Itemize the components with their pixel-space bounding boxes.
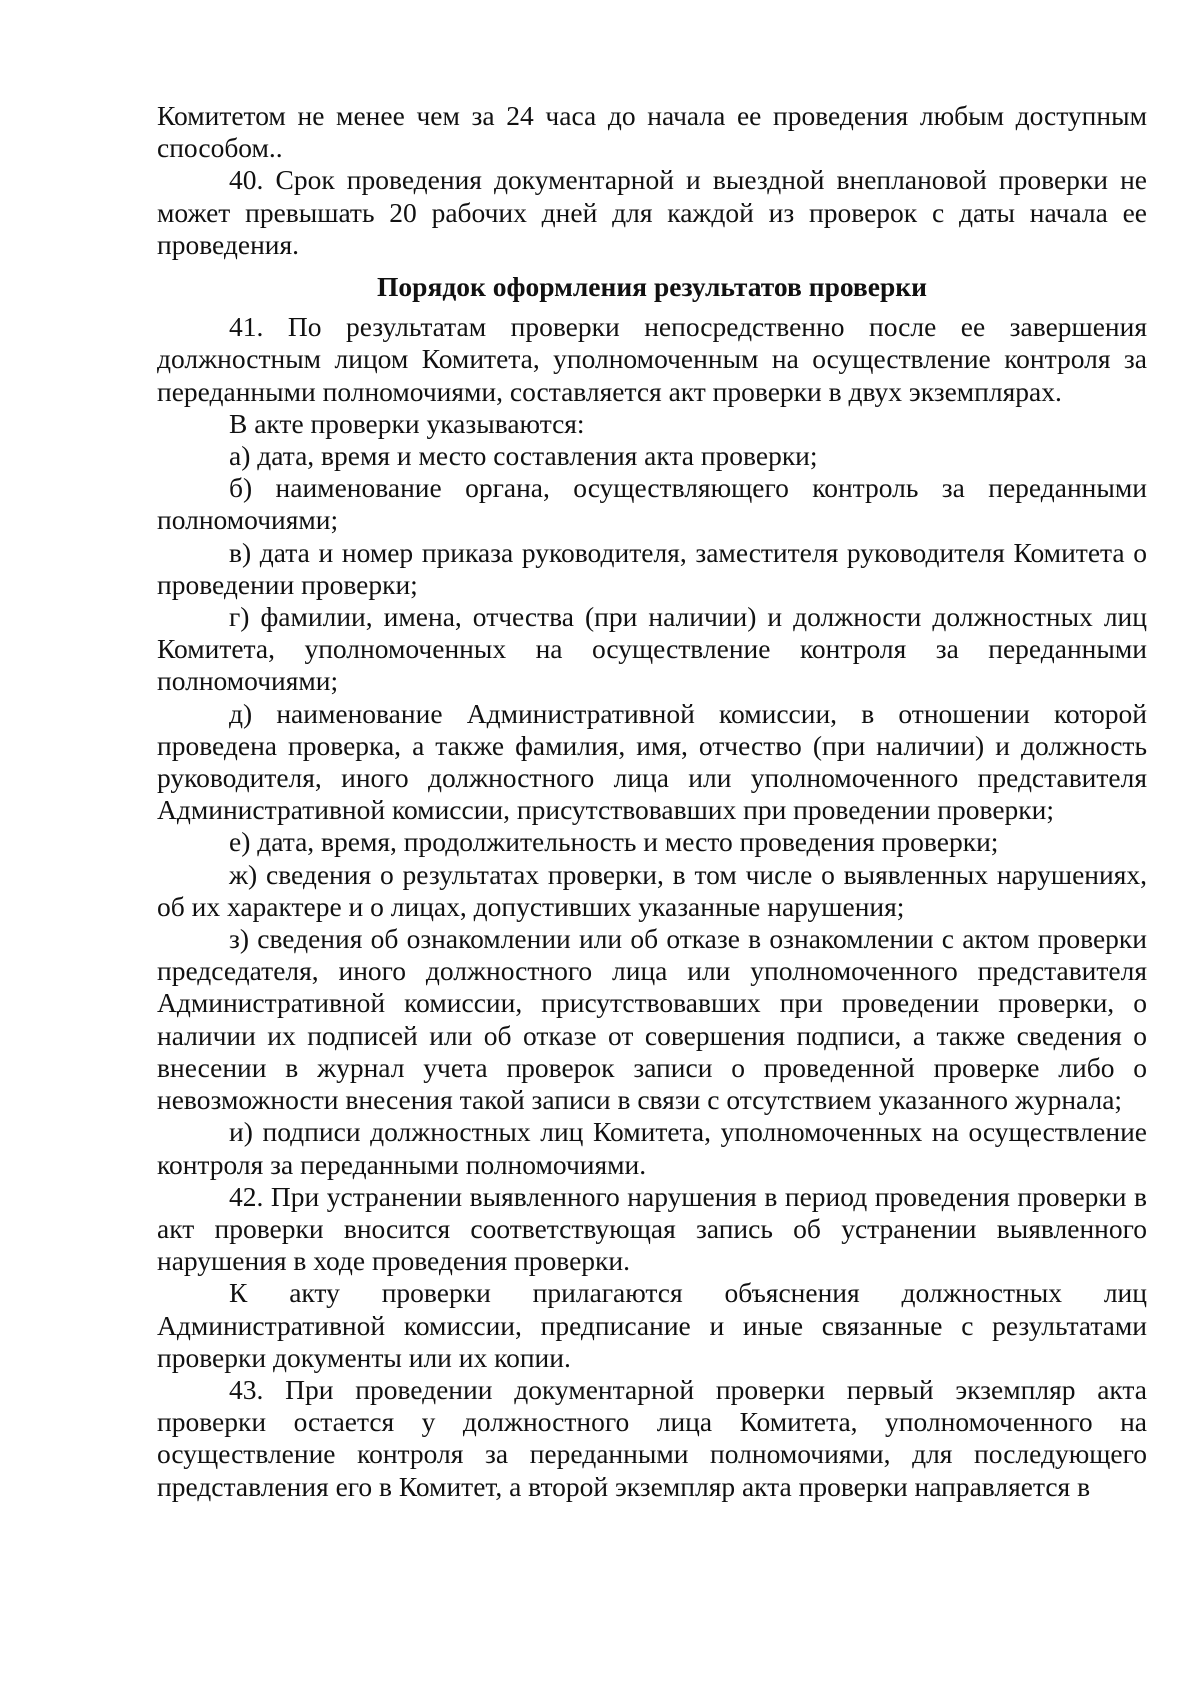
list-item-e: е) дата, время, продолжительность и место проведения проверки; <box>229 826 999 858</box>
list-item-b: б) наименование органа, осуществляющего контроль за переданными полномочиями; <box>157 472 1147 536</box>
paragraph-40: 40. Срок проведения документарной и выездной внеплановой проверки не может превышать 20 рабочих дней для каждой из проверок с даты начала ее проведения. <box>157 164 1147 260</box>
list-item-v: в) дата и номер приказа руководителя, заместителя руководителя Комитета о проведении проверки; <box>157 536 1147 600</box>
paragraph-43: 43. При проведении документарной проверки первый экземпляр акта проверки остается у должностного лица Комитета, уполномоченного на осуществление контроля за переданными полномочиями, для последующего представления его в Комитет, а второй экземпляр акта проверки направляется в <box>157 1373 1147 1502</box>
section-heading: Порядок оформления результатов проверки <box>377 271 927 303</box>
paragraph-attachments: К акту проверки прилагаются объяснения должностных лиц Административной комиссии, предписание и иные связанные с результатами проверки документы или их копии. <box>157 1277 1147 1373</box>
list-item-g: г) фамилии, имена, отчества (при наличии) и должности должностных лиц Комитета, уполномоченных на осуществление контроля за переданными полномочиями; <box>157 601 1147 697</box>
paragraph-42: 42. При устранении выявленного нарушения в период проведения проверки в акт проверки вносится соответствующая запись об устранении выявленного нарушения в ходе проведения проверки. <box>157 1180 1147 1277</box>
list-intro: В акте проверки указываются: <box>229 407 585 439</box>
list-item-i: и) подписи должностных лиц Комитета, уполномоченных на осуществление контроля за переданными полномочиями. <box>157 1116 1147 1180</box>
list-item-z: з) сведения об ознакомлении или об отказе в ознакомлении с актом проверки председателя, иного должностного лица или уполномоченного представителя Административной комиссии, присутствовавших при проведении проверки, о наличии их подписей или об отказе от совершения подписи, а также сведения о внесении в журнал учета проверок записи о проведенной проверке либо о невозможности внесения такой записи в связи с отсутствием указанного журнала; <box>157 923 1147 1116</box>
list-item-zh: ж) сведения о результатах проверки, в том числе о выявленных нарушениях, об их характере и о лицах, допустивших указанные нарушения; <box>157 858 1147 922</box>
document-page <box>157 100 1147 1503</box>
paragraph-continuation: Комитетом не менее чем за 24 часа до начала ее проведения любым доступным способом.. <box>157 100 1147 164</box>
list-item-a: а) дата, время и место составления акта проверки; <box>229 440 818 472</box>
paragraph-41: 41. По результатам проверки непосредственно после ее завершения должностным лицом Комитета, уполномоченным на осуществление контроля за переданными полномочиями, составляется акт проверки в двух экземплярах. <box>157 311 1147 407</box>
list-item-d: д) наименование Административной комиссии, в отношении которой проведена проверка, а также фамилия, имя, отчество (при наличии) и должность руководителя, иного должностного лица или уполномоченного представителя Административной комиссии, присутствовавших при проведении проверки; <box>157 697 1147 826</box>
